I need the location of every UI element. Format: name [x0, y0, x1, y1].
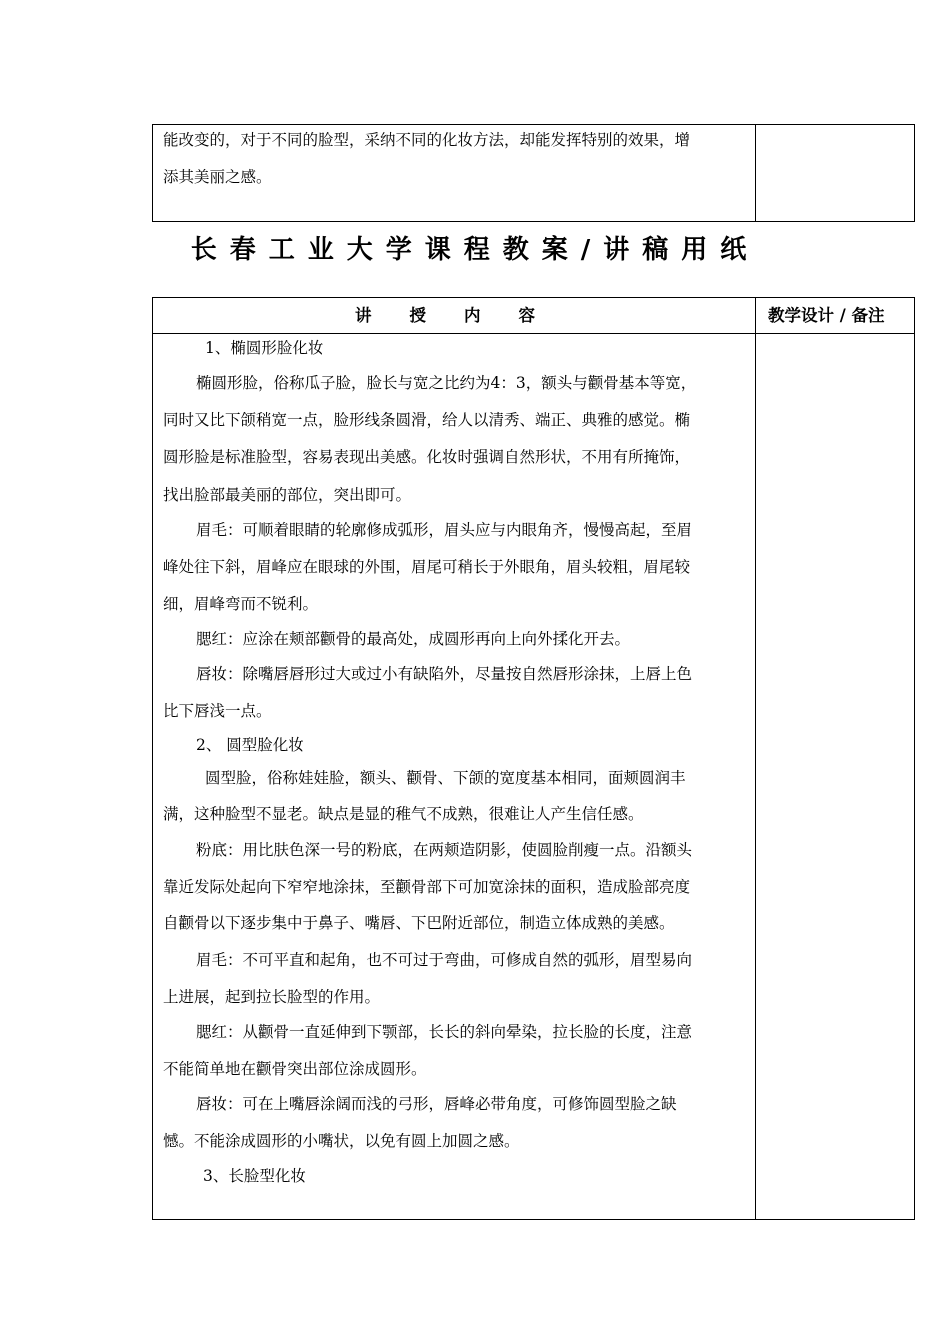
line-9: 腮红：应涂在颊部颧骨的最高处，成圆形再向上向外揉化开去。 [196, 630, 631, 648]
top-table-line-1: 能改变的，对于不同的脸型，采纳不同的化妆方法，却能发挥特别的效果，增 [163, 131, 691, 149]
header-notes: 教学设计 / 备注 [768, 306, 885, 325]
top-table-line-2: 添其美丽之感。 [163, 168, 272, 186]
line-19: 上进展，起到拉长脸型的作用。 [163, 988, 381, 1006]
line-14: 满，这种脸型不显老。缺点是显的稚气不成熟，很难让人产生信任感。 [163, 805, 644, 823]
main-table [152, 297, 915, 1220]
line-4: 圆形脸是标准脸型，容易表现出美感。化妆时强调自然形状，不用有所掩饰， [163, 448, 691, 466]
line-15: 粉底：用比肤色深一号的粉底，在两颊造阴影，使圆脸削瘦一点。沿额头 [196, 841, 693, 859]
line-7: 峰处往下斜，眉峰应在眼球的外围，眉尾可稍长于外眼角，眉头较粗，眉尾较 [163, 558, 691, 576]
line-23: 憾。不能涂成圆形的小嘴状，以免有圆上加圆之感。 [163, 1132, 520, 1150]
line-6: 眉毛：可顺着眼睛的轮廓修成弧形，眉头应与内眼角齐，慢慢高起，至眉 [196, 521, 693, 539]
line-5: 找出脸部最美丽的部位，突出即可。 [163, 486, 412, 504]
page-title: 长春工业大学课程教案/讲稿用纸 [190, 235, 760, 265]
line-21: 不能简单地在颧骨突出部位涂成圆形。 [163, 1060, 427, 1078]
line-1: 1、椭圆形脸化妆 [205, 339, 324, 357]
line-8: 细，眉峰弯而不锐利。 [163, 595, 319, 613]
line-24: 3、长脸型化妆 [203, 1167, 306, 1185]
line-16: 靠近发际处起向下窄窄地涂抹，至颧骨部下可加宽涂抹的面积，造成脸部亮度 [163, 878, 691, 896]
line-11: 比下唇浅一点。 [163, 702, 272, 720]
line-10: 唇妆：除嘴唇唇形过大或过小有缺陷外，尽量按自然唇形涂抹，上唇上色 [196, 665, 693, 683]
line-13: 圆型脸，俗称娃娃脸，额头、颧骨、下颌的宽度基本相同，面颊圆润丰 [205, 769, 686, 787]
line-12: 2、 圆型脸化妆 [196, 736, 304, 754]
line-20: 腮红：从颧骨一直延伸到下颚部，长长的斜向晕染，拉长脸的长度，注意 [196, 1023, 693, 1041]
line-3: 同时又比下颌稍宽一点，脸形线条圆滑，给人以清秀、端正、典雅的感觉。椭 [163, 411, 691, 429]
header-content: 讲授内容 [355, 306, 573, 325]
line-18: 眉毛：不可平直和起角，也不可过于弯曲，可修成自然的弧形，眉型易向 [196, 951, 693, 969]
main-table-header-divider [152, 333, 915, 334]
main-table-column-divider [755, 297, 756, 1220]
line-2: 椭圆形脸，俗称瓜子脸，脸长与宽之比约为4：3，额头与颧骨基本等宽， [196, 374, 697, 392]
line-17: 自颧骨以下逐步集中于鼻子、嘴唇、下巴附近部位，制造立体成熟的美感。 [163, 914, 675, 932]
top-table-divider [755, 124, 756, 222]
line-22: 唇妆：可在上嘴唇涂阔而浅的弓形，唇峰必带角度，可修饰圆型脸之缺 [196, 1095, 677, 1113]
